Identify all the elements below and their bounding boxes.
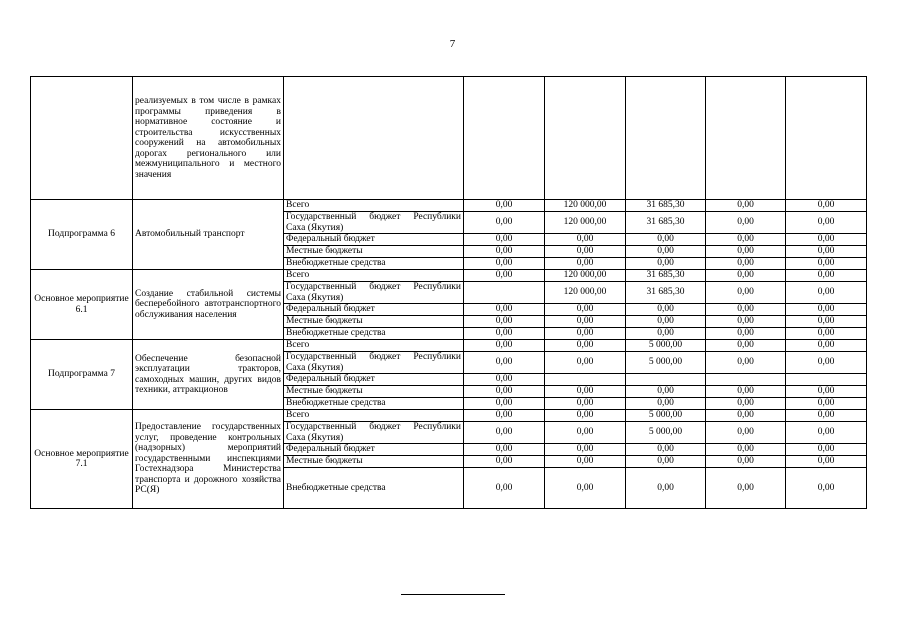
amount-cell: 5 000,00: [626, 422, 706, 444]
funding-source-cell: [284, 444, 464, 456]
funding-source-label: Федеральный бюджет: [286, 374, 375, 385]
budget-table: [30, 76, 867, 509]
amount-cell: 0,00: [464, 352, 545, 374]
amount-cell: 0,00: [464, 386, 545, 398]
amount-cell: 0,00: [626, 386, 706, 398]
funding-source-label: Всего: [286, 270, 310, 281]
funding-source-label: Государственный бюджет Республики Саха (Якутия): [286, 212, 461, 233]
amount-cell: 0,00: [786, 352, 867, 374]
amount-cell: 0,00: [786, 258, 867, 270]
amount-cell: 0,00: [706, 352, 786, 374]
description-cell: [133, 77, 284, 200]
value-cell: [626, 77, 706, 200]
amount-cell: 0,00: [786, 282, 867, 304]
amount-cell: 0,00: [786, 468, 867, 509]
amount-cell: 0,00: [786, 270, 867, 282]
funding-source-cell: [284, 456, 464, 468]
amount-cell: 0,00: [786, 246, 867, 258]
funding-source-label: Государственный бюджет Республики Саха (Якутия): [286, 352, 461, 373]
amount-cell: 120 000,00: [545, 212, 626, 234]
amount-cell: 5 000,00: [626, 340, 706, 352]
program-description-cell: [133, 270, 284, 340]
amount-cell: 0,00: [706, 422, 786, 444]
amount-cell: 0,00: [464, 304, 545, 316]
amount-cell: 0,00: [706, 340, 786, 352]
amount-cell: 0,00: [464, 246, 545, 258]
amount-cell: 0,00: [706, 282, 786, 304]
amount-cell: 0,00: [626, 456, 706, 468]
funding-source-label: Внебюджетные средства: [286, 482, 386, 493]
amount-cell: 0,00: [786, 444, 867, 456]
funding-source-cell: [284, 410, 464, 422]
funding-source-label: Всего: [286, 200, 310, 211]
amount-cell: 0,00: [545, 234, 626, 246]
amount-cell: 0,00: [706, 270, 786, 282]
amount-cell: [706, 374, 786, 386]
funding-source-cell: [284, 234, 464, 246]
amount-cell: 0,00: [706, 328, 786, 340]
amount-cell: 0,00: [626, 316, 706, 328]
funding-source-cell: [284, 340, 464, 352]
amount-cell: 0,00: [706, 246, 786, 258]
program-description: Обеспечение безопасной эксплуатации тракторов, самоходных машин, других видов техники, аттракционов: [135, 353, 281, 395]
funding-source-cell: [284, 328, 464, 340]
amount-cell: 0,00: [626, 468, 706, 509]
table-row: [31, 340, 867, 352]
funding-source-cell: [284, 282, 464, 304]
amount-cell: 0,00: [464, 398, 545, 410]
amount-cell: 0,00: [786, 410, 867, 422]
amount-cell: 0,00: [786, 200, 867, 212]
source-cell: [284, 77, 464, 200]
amount-cell: 0,00: [464, 468, 545, 509]
program-name-cell: Подпрограмма 6: [31, 200, 133, 270]
funding-source-cell: [284, 258, 464, 270]
funding-source-cell: [284, 468, 464, 509]
funding-source-cell: [284, 316, 464, 328]
amount-cell: 0,00: [464, 234, 545, 246]
funding-source-label: Государственный бюджет Республики Саха (Якутия): [286, 282, 461, 303]
amount-cell: 0,00: [706, 386, 786, 398]
amount-cell: 0,00: [786, 212, 867, 234]
amount-cell: 0,00: [786, 328, 867, 340]
funding-source-label: Местные бюджеты: [286, 386, 363, 397]
amount-cell: 0,00: [786, 234, 867, 246]
funding-source-cell: [284, 398, 464, 410]
funding-source-label: Местные бюджеты: [286, 316, 363, 327]
amount-cell: 0,00: [464, 316, 545, 328]
funding-source-label: Местные бюджеты: [286, 246, 363, 257]
amount-cell: 0,00: [706, 456, 786, 468]
amount-cell: 0,00: [706, 212, 786, 234]
funding-source-label: Внебюджетные средства: [286, 328, 386, 339]
amount-cell: 120 000,00: [545, 282, 626, 304]
amount-cell: 0,00: [706, 398, 786, 410]
funding-source-cell: [284, 374, 464, 386]
funding-source-cell: [284, 386, 464, 398]
amount-cell: 5 000,00: [626, 410, 706, 422]
amount-cell: 0,00: [706, 410, 786, 422]
amount-cell: 0,00: [464, 200, 545, 212]
program-cell: [31, 77, 133, 200]
amount-cell: 120 000,00: [545, 270, 626, 282]
program-description-cell: [133, 200, 284, 270]
program-name-cell: Подпрограмма 7: [31, 340, 133, 410]
amount-cell: 0,00: [545, 422, 626, 444]
amount-cell: 0,00: [464, 410, 545, 422]
amount-cell: 0,00: [464, 258, 545, 270]
amount-cell: 0,00: [545, 304, 626, 316]
amount-cell: 0,00: [706, 200, 786, 212]
funding-source-label: Внебюджетные средства: [286, 398, 386, 409]
amount-cell: 31 685,30: [626, 282, 706, 304]
amount-cell: [626, 374, 706, 386]
amount-cell: 0,00: [545, 258, 626, 270]
amount-cell: 0,00: [786, 398, 867, 410]
amount-cell: 0,00: [786, 456, 867, 468]
amount-cell: 0,00: [786, 316, 867, 328]
amount-cell: 31 685,30: [626, 200, 706, 212]
amount-cell: [464, 282, 545, 304]
value-cell: [706, 77, 786, 200]
table-row: [31, 410, 867, 422]
footer-separator-line: [401, 594, 505, 595]
funding-source-label: Федеральный бюджет: [286, 444, 375, 455]
amount-cell: 5 000,00: [626, 352, 706, 374]
funding-source-label: Всего: [286, 410, 310, 421]
amount-cell: 0,00: [626, 258, 706, 270]
amount-cell: 0,00: [464, 328, 545, 340]
amount-cell: 0,00: [545, 444, 626, 456]
amount-cell: 0,00: [545, 468, 626, 509]
funding-source-label: Федеральный бюджет: [286, 304, 375, 315]
amount-cell: 0,00: [464, 422, 545, 444]
amount-cell: 0,00: [706, 234, 786, 246]
program-description: Предоставление государственных услуг, проведение контрольных (надзорных) мероприятий государственными инспекциями Гостехнадзора Министерства транспорта и дорожного хозяйства РС(Я): [135, 422, 281, 496]
budget-table-body: [31, 77, 867, 509]
amount-cell: 0,00: [545, 398, 626, 410]
amount-cell: [786, 374, 867, 386]
amount-cell: 0,00: [626, 246, 706, 258]
amount-cell: 0,00: [626, 398, 706, 410]
amount-cell: 120 000,00: [545, 200, 626, 212]
funding-source-cell: [284, 200, 464, 212]
amount-cell: 0,00: [786, 340, 867, 352]
funding-source-cell: [284, 270, 464, 282]
amount-cell: 0,00: [626, 328, 706, 340]
value-cell: [545, 77, 626, 200]
amount-cell: 0,00: [786, 422, 867, 444]
amount-cell: 0,00: [706, 304, 786, 316]
amount-cell: 0,00: [786, 386, 867, 398]
page-number: 7: [449, 38, 456, 50]
funding-source-cell: [284, 246, 464, 258]
amount-cell: 0,00: [706, 258, 786, 270]
amount-cell: 0,00: [545, 246, 626, 258]
amount-cell: 0,00: [626, 444, 706, 456]
value-cell: [464, 77, 545, 200]
funding-source-label: Федеральный бюджет: [286, 234, 375, 245]
program-description-cell: [133, 410, 284, 509]
amount-cell: 0,00: [626, 304, 706, 316]
value-cell: [786, 77, 867, 200]
amount-cell: 0,00: [786, 304, 867, 316]
amount-cell: 0,00: [464, 270, 545, 282]
amount-cell: 0,00: [545, 456, 626, 468]
funding-source-cell: [284, 422, 464, 444]
funding-source-label: Всего: [286, 340, 310, 351]
amount-cell: 0,00: [545, 386, 626, 398]
amount-cell: 0,00: [545, 340, 626, 352]
funding-source-label: Местные бюджеты: [286, 456, 363, 467]
program-description: Создание стабильной системы бесперебойного автотранспортного обслуживания населения: [135, 288, 281, 320]
amount-cell: 0,00: [464, 456, 545, 468]
amount-cell: 31 685,30: [626, 270, 706, 282]
amount-cell: 0,00: [464, 212, 545, 234]
amount-cell: 0,00: [626, 234, 706, 246]
amount-cell: 0,00: [545, 410, 626, 422]
funding-source-cell: [284, 212, 464, 234]
program-description-cell: [133, 340, 284, 410]
amount-cell: 0,00: [545, 328, 626, 340]
amount-cell: 0,00: [464, 340, 545, 352]
funding-source-label: Государственный бюджет Республики Саха (Якутия): [286, 422, 461, 443]
amount-cell: 0,00: [545, 316, 626, 328]
funding-source-label: Внебюджетные средства: [286, 258, 386, 269]
amount-cell: 0,00: [464, 374, 545, 386]
table-row: [31, 270, 867, 282]
continuation-text: реализуемых в том числе в рамках программы приведения в нормативное состояние и строительства искусственных сооружений на автомобильных дорогах регионального или межмуниципального и местного значения: [135, 96, 281, 180]
program-name-cell: Основное мероприятие 7.1: [31, 410, 133, 509]
amount-cell: 0,00: [706, 468, 786, 509]
amount-cell: [545, 374, 626, 386]
amount-cell: 0,00: [706, 316, 786, 328]
amount-cell: 31 685,30: [626, 212, 706, 234]
program-name-cell: Основное мероприятие 6.1: [31, 270, 133, 340]
table-row: [31, 77, 867, 200]
amount-cell: 0,00: [545, 352, 626, 374]
program-description: Автомобильный транспорт: [135, 229, 245, 240]
table-row: [31, 200, 867, 212]
amount-cell: 0,00: [706, 444, 786, 456]
amount-cell: 0,00: [464, 444, 545, 456]
funding-source-cell: [284, 352, 464, 374]
funding-source-cell: [284, 304, 464, 316]
